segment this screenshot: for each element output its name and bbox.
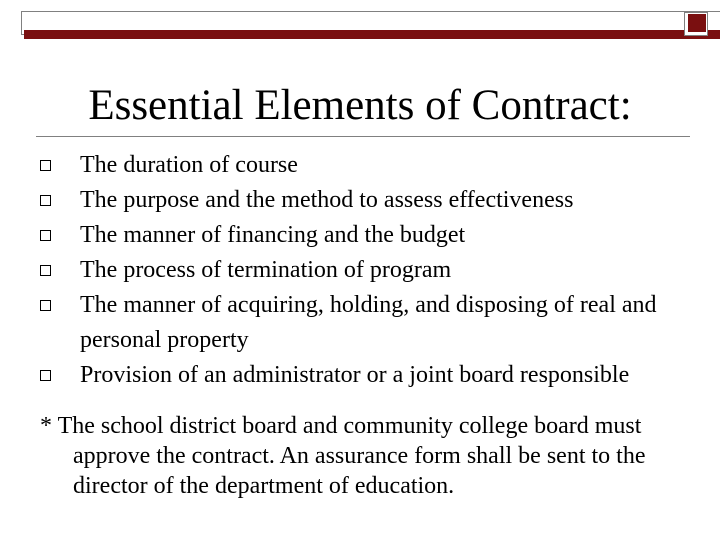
bullet-text: The purpose and the method to assess effectiveness xyxy=(80,187,574,213)
bullet-text: Provision of an administrator or a joint board responsible xyxy=(80,362,630,388)
hollow-square-bullet-icon xyxy=(40,160,51,171)
bullet-item xyxy=(40,253,710,288)
bullet-item xyxy=(40,148,710,183)
footnote: * The school district board and community college board must approve the contract. An assurance form shall be sent to the director of the department of education. xyxy=(40,413,646,499)
bullet-item xyxy=(40,358,710,393)
bullet-text: The manner of financing and the budget xyxy=(80,222,466,248)
hollow-square-bullet-icon xyxy=(40,230,51,241)
bullet-text: The manner of acquiring, holding, and disposing of real and personal property xyxy=(80,292,657,353)
hollow-square-bullet-icon xyxy=(40,265,51,276)
bullet-text: The duration of course xyxy=(80,152,298,178)
bullet-text: The process of termination of program xyxy=(80,257,452,283)
bullet-item xyxy=(40,288,710,358)
slide-title: Essential Elements of Contract: xyxy=(88,82,632,129)
bullet-item xyxy=(40,218,710,253)
hollow-square-bullet-icon xyxy=(40,300,51,311)
bullet-item xyxy=(40,183,710,218)
title-divider xyxy=(36,136,690,137)
bullet-list xyxy=(40,148,710,393)
top-decorative-bar xyxy=(24,30,720,39)
corner-square-icon xyxy=(688,14,706,32)
hollow-square-bullet-icon xyxy=(40,195,51,206)
hollow-square-bullet-icon xyxy=(40,370,51,381)
